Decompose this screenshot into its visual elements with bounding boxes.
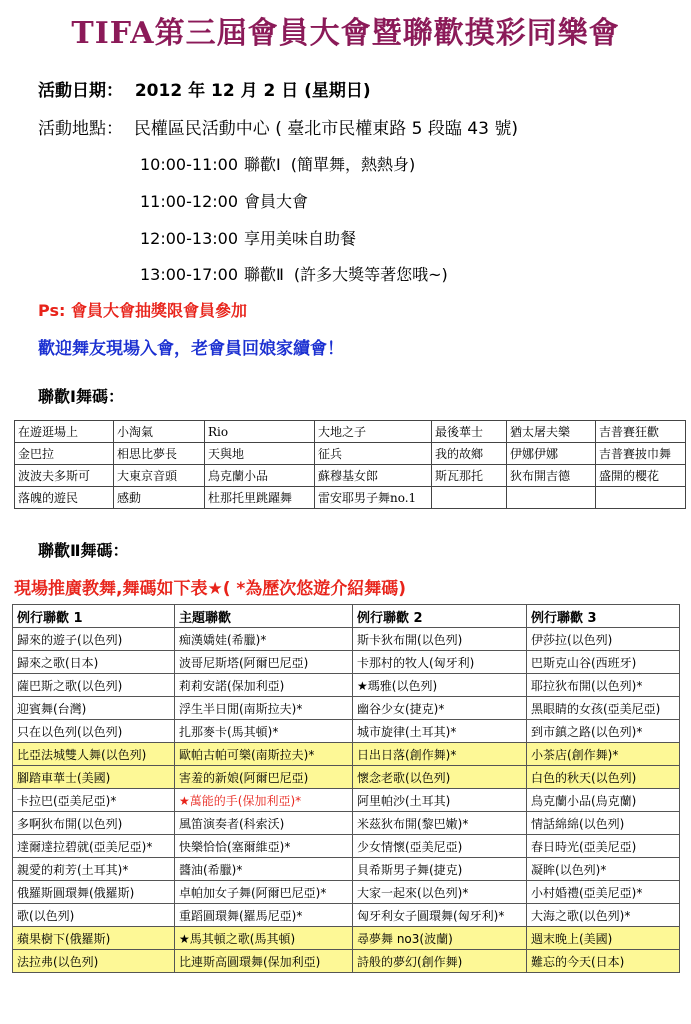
schedule-time: 10:00-11:00	[140, 155, 238, 174]
table-cell: 貝希斯男子舞(捷克)	[353, 858, 527, 881]
table-cell: 歸來的遊子(以色列)	[13, 628, 175, 651]
table-cell: 卓帕加女子舞(阿爾巴尼亞)*	[175, 881, 353, 904]
table-row	[15, 443, 686, 465]
table-cell: 比連斯高圓環舞(保加利亞)	[175, 950, 353, 973]
table-cell: 小淘氣	[114, 421, 205, 443]
schedule-item	[140, 226, 366, 249]
title-prefix: TIFA	[71, 16, 155, 51]
event-location-label: 活動地點：	[38, 119, 123, 139]
table-cell: 莉莉安諾(保加利亞)	[175, 674, 353, 697]
dance-table-2	[12, 604, 680, 973]
table-row	[13, 720, 680, 743]
table-cell: 腳踏車華士(美國)	[13, 766, 175, 789]
table-cell: 少女情懷(亞美尼亞)	[353, 835, 527, 858]
column-header: 例行聯歡 3	[527, 605, 680, 628]
table-cell: 歐帕古帕可樂(南斯拉夫)*	[175, 743, 353, 766]
promo-text: 現場推廣教舞,舞碼如下表★( *為歷次悠遊介紹舞碼)	[14, 579, 407, 599]
table-cell: ★瑪雅(以色列)	[353, 674, 527, 697]
table-cell: 最後華士	[432, 421, 507, 443]
table-cell: 雷安耶男子舞no.1	[315, 487, 432, 509]
table-cell: 小茶店(創作舞)*	[527, 743, 680, 766]
table-row	[13, 651, 680, 674]
schedule-name: 聯歡Ⅰ	[244, 155, 281, 174]
table-cell: 詩般的夢幻(創作舞)	[353, 950, 527, 973]
schedule-time: 11:00-12:00	[140, 192, 238, 211]
title-text: 第三屆會員大會暨聯歡摸彩同樂會	[154, 16, 620, 51]
section-2-label: 聯歡Ⅱ舞碼：	[38, 541, 129, 560]
table-cell: 歸來之歌(日本)	[13, 651, 175, 674]
table-cell: 親愛的莉芳(土耳其)*	[13, 858, 175, 881]
table-row	[13, 881, 680, 904]
table-cell: 迎賓舞(台灣)	[13, 697, 175, 720]
table-cell: 巴斯克山谷(西班牙)	[527, 651, 680, 674]
section-1-label: 聯歡Ⅰ舞碼：	[38, 387, 124, 406]
table-cell: 波波夫多斯可	[15, 465, 114, 487]
table-cell: 猶太屠夫樂	[507, 421, 596, 443]
table-cell: 醬油(希臘)*	[175, 858, 353, 881]
table-cell: 金巴拉	[15, 443, 114, 465]
table-cell: 白色的秋天(以色列)	[527, 766, 680, 789]
table-cell: 我的故鄉	[432, 443, 507, 465]
table-cell: 城市旋律(土耳其)*	[353, 720, 527, 743]
table-cell: 蘇穆基女郎	[315, 465, 432, 487]
table-row	[13, 858, 680, 881]
table-cell: 情話綿綿(以色列)	[527, 812, 680, 835]
schedule-note: (許多大獎等著您哦~)	[293, 265, 448, 284]
table-row	[13, 812, 680, 835]
table-cell: 伊娜伊娜	[507, 443, 596, 465]
ps-note: Ps: 會員大會抽獎限會員參加	[38, 301, 247, 320]
table-cell: 風笛演奏者(科索沃)	[175, 812, 353, 835]
table-cell: 卡拉巴(亞美尼亞)*	[13, 789, 175, 812]
table-cell: 扎那麥卡(馬其頓)*	[175, 720, 353, 743]
table-cell: 吉普賽狂歡	[596, 421, 686, 443]
schedule-item	[140, 189, 318, 212]
table-cell: ★馬其頓之歌(馬其頓)	[175, 927, 353, 950]
schedule-name: 會員大會	[244, 192, 309, 211]
table-cell: 天與地	[205, 443, 315, 465]
table-cell: 在遊逛場上	[15, 421, 114, 443]
table-cell: 匈牙利女子圓環舞(匈牙利)*	[353, 904, 527, 927]
table-cell: 耶拉狄布開(以色列)*	[527, 674, 680, 697]
dance-list-1-table	[14, 420, 686, 509]
schedule-item	[140, 152, 415, 175]
table-cell: 週末晚上(美國)	[527, 927, 680, 950]
table-row	[15, 487, 686, 509]
table-cell: 法拉弗(以色列)	[13, 950, 175, 973]
table-cell: 幽谷少女(捷克)*	[353, 697, 527, 720]
schedule-name: 聯歡Ⅱ	[244, 265, 284, 284]
table-cell: 只在以色列(以色列)	[13, 720, 175, 743]
table-cell: 大地之子	[315, 421, 432, 443]
event-location-row	[38, 114, 518, 139]
table-cell	[432, 487, 507, 509]
table-cell: 俄羅斯圓環舞(俄羅斯)	[13, 881, 175, 904]
schedule-name: 享用美味自助餐	[244, 229, 357, 248]
table-cell: 波哥尼斯塔(阿爾巴尼亞)	[175, 651, 353, 674]
event-date-label: 活動日期：	[38, 81, 123, 101]
table-cell: 落魄的遊民	[15, 487, 114, 509]
table-cell: 春日時光(亞美尼亞)	[527, 835, 680, 858]
table-row	[13, 789, 680, 812]
table-row	[15, 421, 686, 443]
table-row	[13, 697, 680, 720]
table-cell: 難忘的今天(日本)	[527, 950, 680, 973]
table-cell: 伊莎拉(以色列)	[527, 628, 680, 651]
event-location-value: 民權區民活動中心 ( 臺北市民權東路 5 段臨 43 號)	[133, 119, 518, 139]
column-header: 例行聯歡 1	[13, 605, 175, 628]
table-cell: 快樂恰恰(塞爾維亞)*	[175, 835, 353, 858]
table-cell: 尋夢舞 no3(波蘭)	[353, 927, 527, 950]
table-cell: 相思比夢長	[114, 443, 205, 465]
table-row	[13, 766, 680, 789]
table-cell: 杜那托里跳躍舞	[205, 487, 315, 509]
table-cell: 盛開的櫻花	[596, 465, 686, 487]
table-row	[13, 904, 680, 927]
table-cell: 征兵	[315, 443, 432, 465]
table-cell: 害羞的新娘(阿爾巴尼亞)	[175, 766, 353, 789]
table-row	[13, 835, 680, 858]
table-cell: 吉普賽披巾舞	[596, 443, 686, 465]
table-cell: 懷念老歌(以色列)	[353, 766, 527, 789]
table-cell: 大海之歌(以色列)*	[527, 904, 680, 927]
table-cell: 達爾達拉碧就(亞美尼亞)*	[13, 835, 175, 858]
column-header: 例行聯歡 2	[353, 605, 527, 628]
table-row	[13, 674, 680, 697]
table-cell: 大東京音頭	[114, 465, 205, 487]
table-cell: 感動	[114, 487, 205, 509]
table-row	[15, 465, 686, 487]
table-cell: 烏克蘭小品	[205, 465, 315, 487]
schedule-note: (簡單舞，熱熱身)	[290, 155, 416, 174]
welcome-message: 歡迎舞友現場入會，老會員回娘家續會！	[38, 339, 344, 359]
table-cell	[507, 487, 596, 509]
table-cell	[596, 487, 686, 509]
schedule-time: 12:00-13:00	[140, 229, 238, 248]
table-cell: 小村婚禮(亞美尼亞)*	[527, 881, 680, 904]
table-cell: 大家一起來(以色列)*	[353, 881, 527, 904]
page-title	[0, 8, 691, 52]
table-cell: 卡那村的牧人(匈牙利)	[353, 651, 527, 674]
table-cell: ★萬能的手(保加利亞)*	[175, 789, 353, 812]
table-row	[13, 950, 680, 973]
table-cell: 蘋果樹下(俄羅斯)	[13, 927, 175, 950]
table-cell: 日出日落(創作舞)*	[353, 743, 527, 766]
table-row	[13, 628, 680, 651]
table-cell: Rio	[205, 421, 315, 443]
table-cell: 米茲狄布開(黎巴嫩)*	[353, 812, 527, 835]
table-cell: 多啊狄布開(以色列)	[13, 812, 175, 835]
schedule-time: 13:00-17:00	[140, 265, 238, 284]
table-cell: 到市鎮之路(以色列)*	[527, 720, 680, 743]
table-cell: 阿里帕沙(土耳其)	[353, 789, 527, 812]
event-date-value: 2012 年 12 月 2 日 (星期日)	[134, 81, 371, 101]
table-cell: 歌(以色列)	[13, 904, 175, 927]
table-cell: 烏克蘭小品(烏克蘭)	[527, 789, 680, 812]
table-cell: 痴漢嬌娃(希臘)*	[175, 628, 353, 651]
table-cell: 狄布開吉德	[507, 465, 596, 487]
schedule-item	[140, 262, 448, 285]
table-cell: 斯瓦那托	[432, 465, 507, 487]
table-header-row	[13, 605, 680, 628]
table-cell: 黑眼睛的女孩(亞美尼亞)	[527, 697, 680, 720]
table-cell: 凝眸(以色列)*	[527, 858, 680, 881]
table-cell: 重蹈圓環舞(羅馬尼亞)*	[175, 904, 353, 927]
column-header: 主題聯歡	[175, 605, 353, 628]
table-cell: 比亞法城雙人舞(以色列)	[13, 743, 175, 766]
table-cell: 薩巴斯之歌(以色列)	[13, 674, 175, 697]
table-cell: 斯卡狄布開(以色列)	[353, 628, 527, 651]
table-row	[13, 927, 680, 950]
event-date-row	[38, 76, 371, 101]
table-cell: 浮生半日閒(南斯拉夫)*	[175, 697, 353, 720]
table-row	[13, 743, 680, 766]
